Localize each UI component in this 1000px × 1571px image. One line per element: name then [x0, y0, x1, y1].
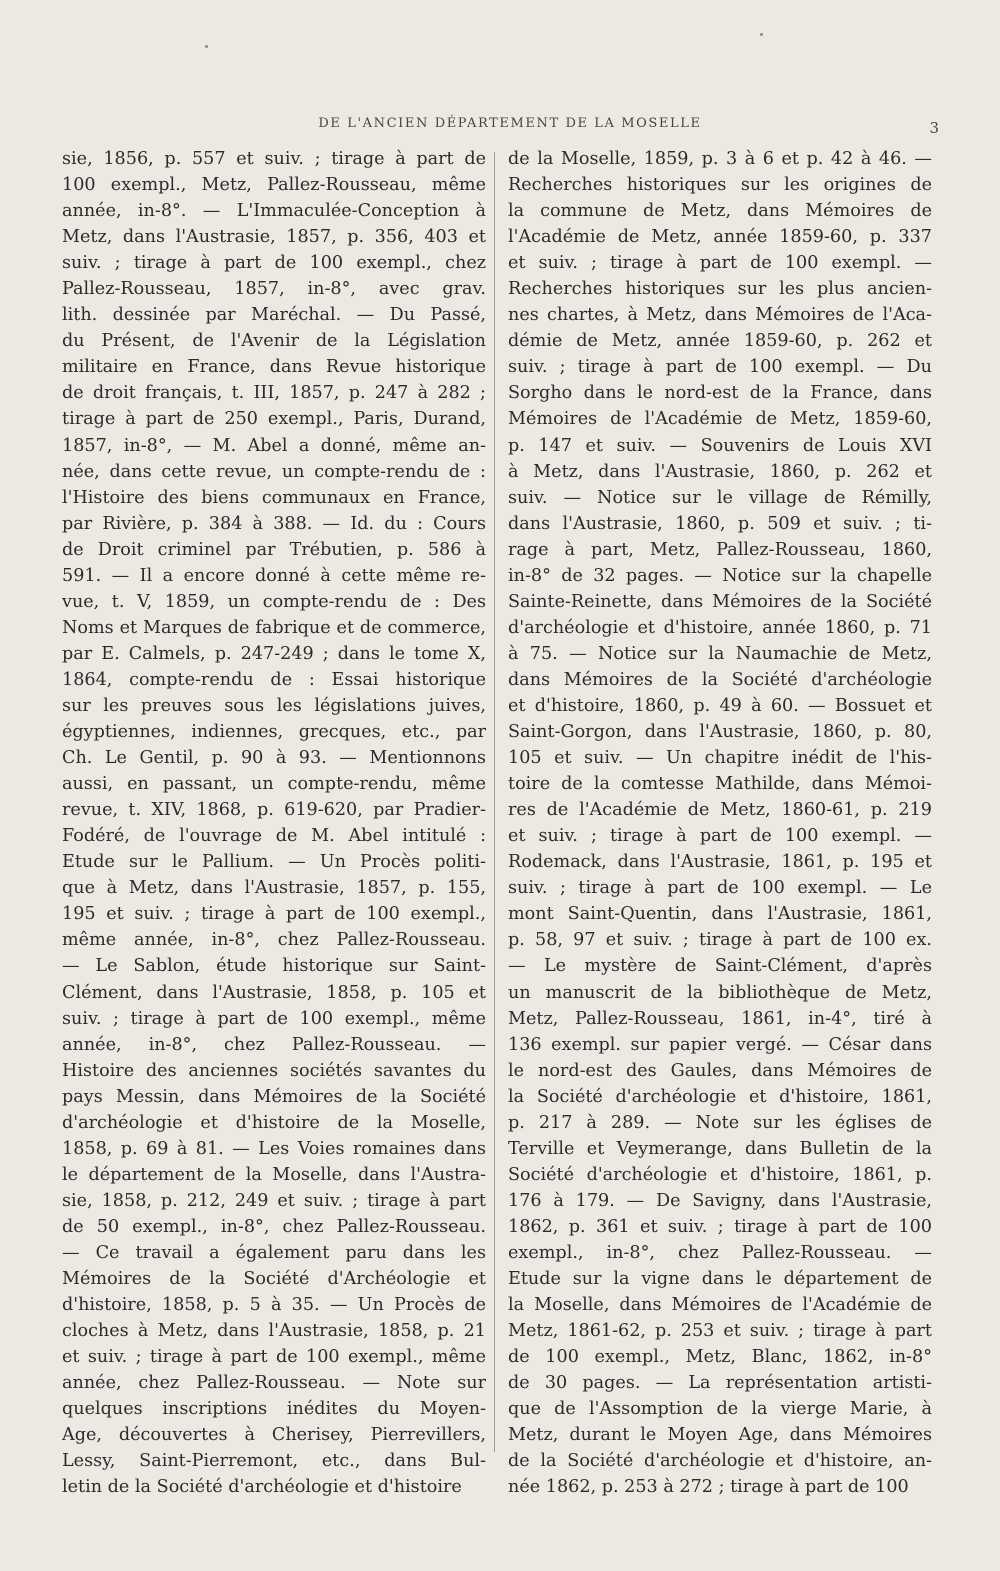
text-line: — Le mystère de Saint-Clément, d'après: [508, 956, 932, 977]
text-line: Etude sur le Pallium. — Un Procès politi-: [62, 852, 486, 873]
text-line: 136 exempl. sur papier vergé. — César dans: [508, 1034, 932, 1055]
text-line: suiv. — Notice sur le village de Rémilly,: [508, 487, 932, 508]
text-line: à Metz, dans l'Austrasie, 1860, p. 262 et: [508, 461, 932, 482]
text-line: 176 à 179. — De Savigny, dans l'Austrasie,: [508, 1190, 932, 1211]
text-line: du Présent, de l'Avenir de la Législation: [62, 331, 486, 352]
right-column: [508, 146, 932, 1500]
column-divider: [494, 152, 495, 1452]
text-line: Recherches historiques sur les origines de: [508, 175, 932, 196]
text-line: 195 et suiv. ; tirage à part de 100 exempl.,: [62, 904, 486, 925]
text-line: Mémoires de la Société d'Archéologie et: [62, 1269, 486, 1290]
text-line: Metz, Pallez-Rousseau, 1861, in-4°, tiré à: [508, 1008, 932, 1029]
text-line: Lessy, Saint-Pierremont, etc., dans Bul-: [62, 1451, 486, 1472]
text-line: Pallez-Rousseau, 1857, in-8°, avec grav.: [62, 279, 486, 300]
text-line: de 50 exempl., in-8°, chez Pallez-Rousseau.: [62, 1216, 486, 1237]
running-title: DE L'ANCIEN DÉPARTEMENT DE LA MOSELLE: [318, 116, 702, 131]
text-line: Terville et Veymerange, dans Bulletin de la: [508, 1138, 932, 1159]
text-line: sur les preuves sous les législations juives,: [62, 695, 486, 716]
text-line: un manuscrit de la bibliothèque de Metz,: [508, 982, 932, 1003]
text-line: Noms et Marques de fabrique et de commerce,: [62, 617, 486, 638]
text-line: la Société d'archéologie et d'histoire, 1861,: [508, 1086, 932, 1107]
text-line: militaire en France, dans Revue historique: [62, 357, 486, 378]
paper-speck: [760, 33, 763, 36]
text-line: même année, in-8°, chez Pallez-Rousseau.: [62, 930, 486, 951]
text-line: Histoire des anciennes sociétés savantes du: [62, 1060, 486, 1081]
text-line: revue, t. XIV, 1868, p. 619-620, par Pradier-: [62, 800, 486, 821]
text-line: rage à part, Metz, Pallez-Rousseau, 1860,: [508, 539, 932, 560]
text-line: d'histoire, 1858, p. 5 à 35. — Un Procès de: [62, 1295, 486, 1316]
text-line: Etude sur la vigne dans le département de: [508, 1269, 932, 1290]
text-line: toire de la comtesse Mathilde, dans Mémoi-: [508, 774, 932, 795]
text-line: par E. Calmels, p. 247-249 ; dans le tome X,: [62, 643, 486, 664]
text-line: p. 147 et suiv. — Souvenirs de Louis XVI: [508, 435, 932, 456]
text-line: — Le Sablon, étude historique sur Saint-: [62, 956, 486, 977]
text-line: démie de Metz, année 1859-60, p. 262 et: [508, 331, 932, 352]
text-line: exempl., in-8°, chez Pallez-Rousseau. —: [508, 1242, 932, 1263]
text-line: Ch. Le Gentil, p. 90 à 93. — Mentionnons: [62, 748, 486, 769]
text-line: p. 58, 97 et suiv. ; tirage à part de 100 ex.: [508, 930, 932, 951]
text-line: sie, 1856, p. 557 et suiv. ; tirage à part de: [62, 149, 486, 169]
text-line: et suiv. ; tirage à part de 100 exempl. —: [508, 826, 932, 847]
text-line: tirage à part de 250 exempl., Paris, Durand,: [62, 409, 486, 430]
text-line: mont Saint-Quentin, dans l'Austrasie, 1861,: [508, 904, 932, 925]
text-line: année, chez Pallez-Rousseau. — Note sur: [62, 1373, 486, 1394]
text-line: Saint-Gorgon, dans l'Austrasie, 1860, p. 80,: [508, 722, 932, 743]
text-line: 591. — Il a encore donné à cette même re-: [62, 565, 486, 586]
text-line: letin de la Société d'archéologie et d'histoire: [62, 1477, 462, 1498]
text-line: 100 exempl., Metz, Pallez-Rousseau, même: [62, 175, 486, 196]
text-line: la Moselle, dans Mémoires de l'Académie de: [508, 1295, 932, 1316]
text-line: née, dans cette revue, un compte-rendu de :: [62, 461, 486, 482]
text-line: 1857, in-8°, — M. Abel a donné, même an-: [62, 435, 486, 456]
text-line: res de l'Académie de Metz, 1860-61, p. 219: [508, 800, 932, 821]
text-line: de Droit criminel par Trébutien, p. 586 à: [62, 539, 486, 560]
text-line: née 1862, p. 253 à 272 ; tirage à part de 100: [508, 1477, 909, 1498]
left-column: [62, 146, 486, 1500]
text-line: suiv. ; tirage à part de 100 exempl., chez: [62, 253, 486, 274]
text-line: aussi, en passant, un compte-rendu, même: [62, 774, 486, 795]
text-line: p. 217 à 289. — Note sur les églises de: [508, 1112, 932, 1133]
text-line: Fodéré, de l'ouvrage de M. Abel intitulé :: [62, 826, 486, 847]
text-line: de 30 pages. — La représentation artisti-: [508, 1373, 932, 1394]
text-line: sie, 1858, p. 212, 249 et suiv. ; tirage à part: [62, 1190, 486, 1211]
page-number: 3: [929, 119, 939, 137]
text-line: dans Mémoires de la Société d'archéologie: [508, 669, 932, 690]
text-line: le nord-est des Gaules, dans Mémoires de: [508, 1060, 932, 1081]
text-line: Clément, dans l'Austrasie, 1858, p. 105 et: [62, 982, 486, 1003]
text-line: de la Société d'archéologie et d'histoire, an-: [508, 1451, 932, 1472]
text-line: par Rivière, p. 384 à 388. — Id. du : Cours: [62, 513, 486, 534]
text-line: Age, découvertes à Cherisey, Pierrevillers,: [62, 1425, 486, 1446]
text-line: que de l'Assomption de la vierge Marie, à: [508, 1399, 932, 1420]
text-line: Sorgho dans le nord-est de la France, dans: [508, 383, 932, 404]
text-line: Rodemack, dans l'Austrasie, 1861, p. 195 et: [508, 852, 932, 873]
text-line: égyptiennes, indiennes, grecques, etc., par: [62, 722, 486, 743]
text-line: in-8° de 32 pages. — Notice sur la chapelle: [508, 565, 932, 586]
text-line: 1862, p. 361 et suiv. ; tirage à part de 100: [508, 1216, 932, 1237]
text-line: l'Académie de Metz, année 1859-60, p. 337: [508, 227, 932, 248]
text-line: à 75. — Notice sur la Naumachie de Metz,: [508, 643, 932, 664]
text-line: Société d'archéologie et d'histoire, 1861, p.: [508, 1164, 932, 1185]
text-line: 1858, p. 69 à 81. — Les Voies romaines dans: [62, 1138, 486, 1159]
paper-speck: [205, 45, 208, 48]
text-line: le département de la Moselle, dans l'Austra-: [62, 1164, 486, 1185]
text-line: et suiv. ; tirage à part de 100 exempl. —: [508, 253, 932, 274]
text-line: de 100 exempl., Metz, Blanc, 1862, in-8°: [508, 1347, 932, 1368]
text-line: 105 et suiv. — Un chapitre inédit de l'his-: [508, 748, 932, 769]
text-line: d'archéologie et d'histoire, année 1860, p. 71: [508, 617, 932, 638]
text-line: de la Moselle, 1859, p. 3 à 6 et p. 42 à 46. —: [508, 149, 932, 169]
text-line: Recherches historiques sur les plus ancien-: [508, 279, 932, 300]
text-line: vue, t. V, 1859, un compte-rendu de : Des: [62, 591, 486, 612]
text-line: et suiv. ; tirage à part de 100 exempl., même: [62, 1347, 486, 1368]
text-line: suiv. ; tirage à part de 100 exempl. — Du: [508, 357, 932, 378]
text-line: suiv. ; tirage à part de 100 exempl. — Le: [508, 878, 932, 899]
text-line: Metz, durant le Moyen Age, dans Mémoires: [508, 1425, 932, 1446]
text-line: cloches à Metz, dans l'Austrasie, 1858, p. 21: [62, 1321, 486, 1342]
text-line: la commune de Metz, dans Mémoires de: [508, 201, 932, 222]
text-line: pays Messin, dans Mémoires de la Société: [62, 1086, 486, 1107]
text-line: quelques inscriptions inédites du Moyen-: [62, 1399, 486, 1420]
text-line: Mémoires de l'Académie de Metz, 1859-60,: [508, 409, 932, 430]
text-line: l'Histoire des biens communaux en France,: [62, 487, 486, 508]
text-line: nes chartes, à Metz, dans Mémoires de l'Aca-: [508, 305, 932, 326]
text-line: d'archéologie et d'histoire de la Moselle,: [62, 1112, 486, 1133]
text-line: 1864, compte-rendu de : Essai historique: [62, 669, 486, 690]
text-line: suiv. ; tirage à part de 100 exempl., même: [62, 1008, 486, 1029]
text-line: dans l'Austrasie, 1860, p. 509 et suiv. ; ti-: [508, 513, 932, 534]
text-line: Metz, dans l'Austrasie, 1857, p. 356, 403 et: [62, 227, 486, 248]
text-line: Metz, 1861-62, p. 253 et suiv. ; tirage à part: [508, 1321, 932, 1342]
text-line: Sainte-Reinette, dans Mémoires de la Société: [508, 591, 932, 612]
text-line: et d'histoire, 1860, p. 49 à 60. — Bossuet et: [508, 695, 932, 716]
text-line: année, in-8°, chez Pallez-Rousseau. —: [62, 1034, 486, 1055]
text-line: lith. dessinée par Maréchal. — Du Passé,: [62, 305, 486, 326]
text-line: de droit français, t. III, 1857, p. 247 à 282 ;: [62, 383, 486, 404]
text-line: année, in-8°. — L'Immaculée-Conception à: [62, 201, 486, 222]
text-line: — Ce travail a également paru dans les: [62, 1242, 486, 1263]
text-line: que à Metz, dans l'Austrasie, 1857, p. 155,: [62, 878, 486, 899]
